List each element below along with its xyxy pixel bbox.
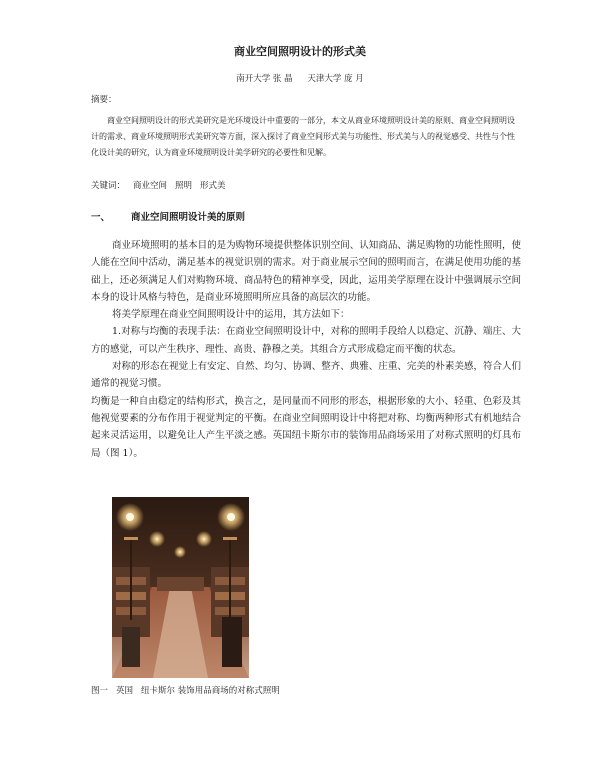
keyword-1: 商业空间 — [133, 181, 168, 191]
abstract-text: 商业空间照明设计的形式美研究是光环境设计中重要的一部分，本文从商业环境照明设计美的原则、商业空间照明设计的需求、商业环境照明形式美研究等方面，深入探讨了商业空间形式美与功能性、形式美与人的视觉感受、共性与个性化设计美的研究，认为商业环境照明设计美学研究的必要性和见解。 — [91, 116, 515, 157]
section-title: 商业空间照明设计美的原则 — [131, 212, 246, 223]
author-2: 天津大学 庞 月 — [307, 74, 364, 84]
keyword-3: 形式美 — [200, 181, 226, 191]
body-text — [91, 237, 521, 462]
paragraph-4: 对称的形态在视觉上有安定、自然、均匀、协调、整齐、典雅、庄重、完美的朴素美感，符合人们通常的视觉习惯。 — [91, 361, 521, 390]
keywords — [91, 179, 234, 191]
paragraph-1: 商业环境照明的基本目的是为购物环境提供整体识别空间、认知商品、满足购物的功能性照明，使人能在空间中活动，满足基本的视觉识别的需求。对于商业展示空间的照明而言，在满足使用功能的基础上，还必须满足人们对购物环境、商品特色的精神享受，因此，运用美学原理在设计中强调展示空间本身的设计风格与特色，是商业环境照明所应具备的高层次的功能。 — [91, 240, 521, 303]
paragraph-3: 1.对称与均衡的表现手法：在商业空间照明设计中，对称的照明手段给人以稳定、沉静、端庄、大方的感觉，可以产生秩序、理性、高贵、静穆之美。其组合方式形成稳定而平衡的状态。 — [91, 326, 521, 355]
keyword-2: 照明 — [175, 181, 193, 191]
figure-text: 纽卡斯尔 装饰用品商场的对称式照明 — [141, 686, 280, 696]
paper-title: 商业空间照明设计的形式美 — [234, 45, 366, 58]
paragraph-5: 均衡是一种自由稳定的结构形式，换言之，是同量而不同形的形态，根据形象的大小、轻重、色彩及其他视觉要素的分布作用于视觉判定的平衡。在商业空间照明设计中将把对称、均衡两种形式有机地结合起来灵活运用，以避免让人产生平淡之感。英国纽卡斯尔市的装饰用品商场采用了对称式照明的灯具布局（图 1）。 — [91, 395, 521, 459]
author-1: 南开大学 张 晶 — [236, 74, 293, 84]
store-interior-image — [112, 497, 249, 678]
figure-caption — [91, 684, 288, 696]
keywords-label: 关键词： — [91, 181, 126, 191]
authors — [0, 72, 600, 84]
section-heading — [91, 209, 245, 223]
section-number: 一、 — [91, 212, 111, 223]
abstract-label: 摘要： — [91, 95, 117, 105]
figure-photo — [112, 497, 249, 678]
figure-country: 英国 — [116, 686, 134, 696]
paragraph-2: 将美学原理在商业空间照明设计中的运用，其方法如下： — [112, 309, 350, 321]
figure-label: 图一 — [91, 686, 109, 696]
